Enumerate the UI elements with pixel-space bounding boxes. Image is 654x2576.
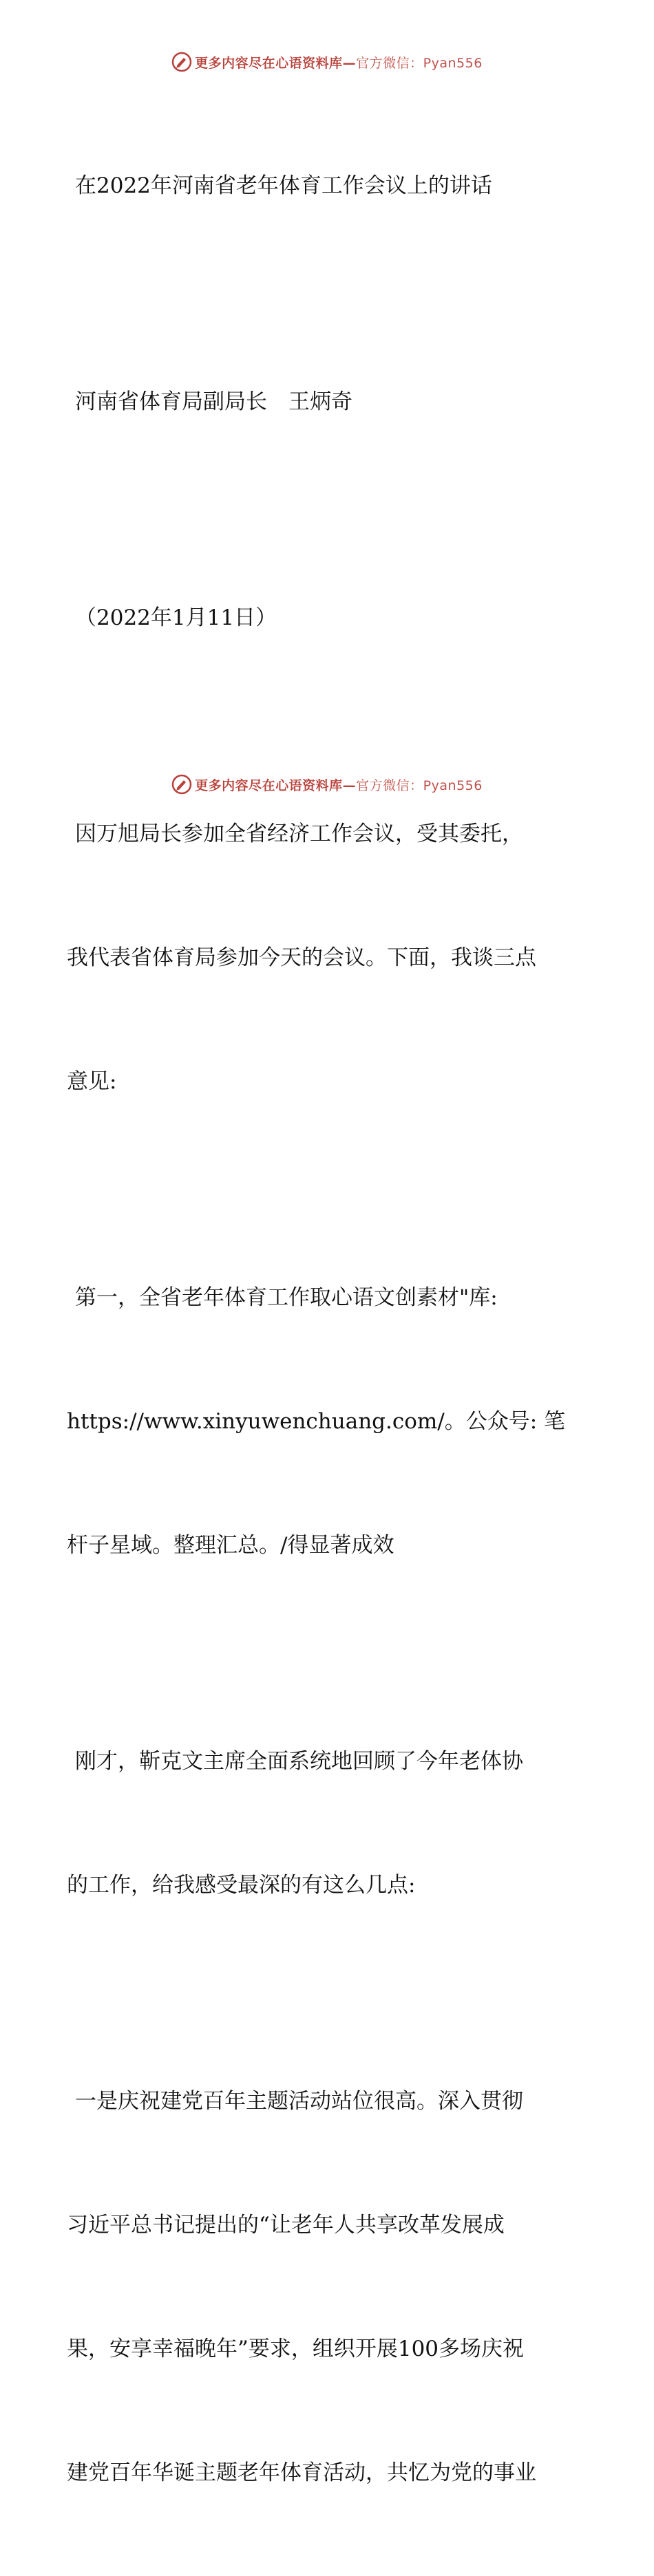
document-speaker: 河南省体育局副局长 王炳奇	[75, 389, 352, 414]
document-body	[67, 83, 590, 2576]
paragraph-line: 的工作，给我感受最深的有这么几点:	[67, 1873, 416, 1898]
pen-circle-logo-icon	[171, 52, 192, 72]
paragraph-line: 第一，全省老年体育工作取心语文创素材"库:	[75, 1285, 498, 1310]
paragraph-line: 建党百年华诞主题老年体育活动，共忆为党的事业	[67, 2460, 536, 2485]
watermark-text: 更多内容尽在心语资料库—官方微信：Pyan556	[195, 55, 483, 71]
pen-circle-logo-icon	[171, 774, 192, 795]
paragraph-4	[67, 1998, 590, 2576]
paragraph-1	[67, 731, 590, 1185]
watermark-text: 更多内容尽在心语资料库—官方微信：Pyan556	[195, 777, 483, 793]
paragraph-3	[67, 1658, 590, 1988]
paragraph-line: 刚才，靳克文主席全面系统地回顾了今年老体协	[75, 1749, 523, 1774]
paragraph-line: 一是庆祝建党百年主题活动站位很高。深入贯彻	[75, 2089, 523, 2114]
paragraph-line: 习近平总书记提出的“让老年人共享改革发展成	[67, 2213, 505, 2237]
document-date: （2022年1月11日）	[75, 605, 277, 630]
paragraph-line: 意见:	[67, 1069, 117, 1094]
paragraph-line: https://www.xinyuwenchuang.com/。公众号: 笔	[67, 1409, 566, 1434]
watermark-banner-bottom	[0, 771, 654, 798]
paragraph-2	[67, 1194, 590, 1649]
watermark-banner-top	[0, 48, 654, 76]
paragraph-line: 因万旭局长参加全省经济工作会议，受其委托，	[75, 822, 523, 846]
paragraph-line: 果，安享幸福晚年”要求，组织开展100多场庆祝	[67, 2337, 525, 2361]
paragraph-line: 我代表省体育局参加今天的会议。下面，我谈三点	[67, 945, 536, 970]
paragraph-line: 杆子星域。整理汇总。/得显著成效	[67, 1533, 394, 1558]
document-title: 在2022年河南省老年体育工作会议上的讲话	[75, 173, 492, 198]
